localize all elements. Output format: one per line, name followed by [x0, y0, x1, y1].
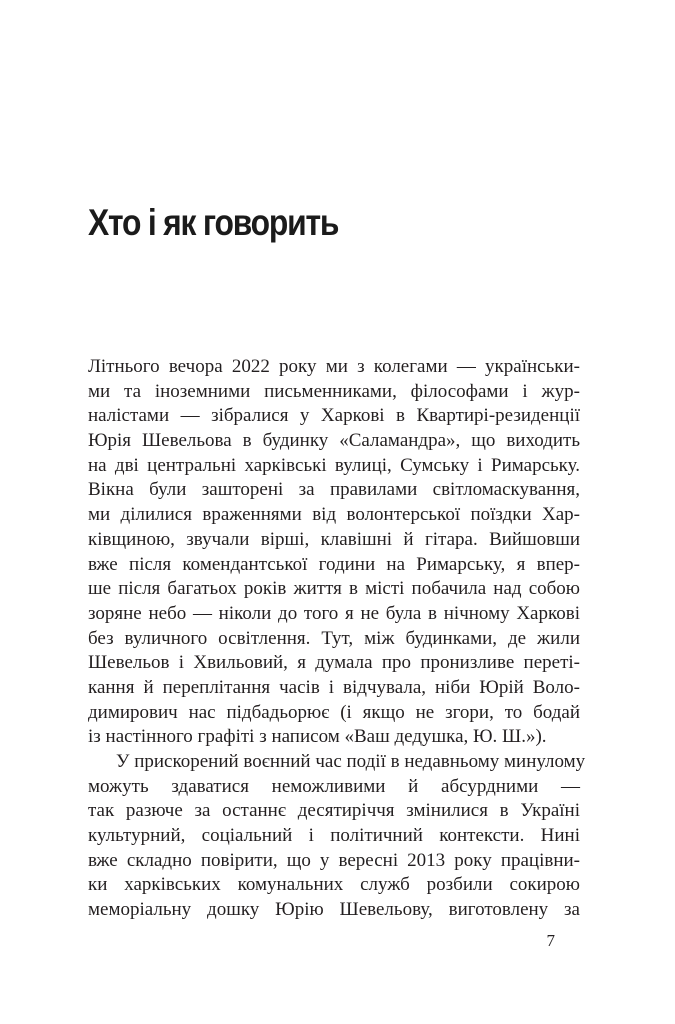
text-line: ми та іноземними письменниками, філософами і жур-: [88, 380, 580, 402]
text-line: Вікна були зашторені за правилами світломаскування,: [88, 479, 580, 501]
paragraph: [88, 750, 586, 923]
text-line: У прискорений воєнний час події в недавньому минулому: [116, 751, 586, 772]
text-line: кання й переплітання часів і відчувала, ніби Юрій Воло-: [88, 676, 580, 698]
text-line: ше після багатьох років життя в місті побачила над собою: [88, 578, 580, 600]
text-line: можуть здаватися неможливими й абсурдними —: [88, 775, 580, 797]
text-line: ми ділилися враженнями від волонтерської поїздки Хар-: [88, 504, 580, 526]
text-line: Юрія Шевельова в будинку «Саламандра», що виходить: [88, 430, 580, 452]
text-line: зоряне небо — ніколи до того я не була в нічному Харкові: [88, 602, 580, 624]
text-line: культурний, соціальний і політичний контексти. Нині: [88, 825, 580, 847]
text-line: налістами — зібралися у Харкові в Квартирі-резиденції: [88, 405, 580, 427]
paragraph: [88, 355, 580, 750]
text-line: димирович нас підбадьорює (і якщо не згори, то бодай: [88, 701, 580, 723]
text-line: Шевельов і Хвильовий, я думала про пронизливе переті-: [88, 652, 580, 674]
text-line: ки харківських комунальних служб розбили сокирою: [88, 874, 580, 896]
text-line: ківщиною, звучали вірші, клавішні й гітара. Вийшовши: [88, 528, 580, 550]
page-number: 7: [546, 931, 555, 950]
text-line: без вуличного освітлення. Тут, між будинками, де жили: [88, 627, 580, 649]
text-line: меморіальну дошку Юрію Шевельову, виготовлену за: [88, 899, 580, 921]
text-line: вже складно повірити, що у вересні 2013 року працівни-: [88, 849, 580, 871]
text-line: Літнього вечора 2022 року ми з колегами — українськи-: [88, 356, 580, 377]
body-text: [88, 355, 586, 923]
text-line: із настінного графіті з написом «Ваш дедушка, Ю. Ш.»).: [88, 726, 547, 748]
text-line: так разюче за останнє десятиріччя змінилися в Україні: [88, 800, 580, 822]
chapter-title: Хто і як говорить: [88, 202, 339, 243]
text-line: вже після комендантської години на Римарську, я впер-: [88, 553, 580, 575]
text-line: на дві центральні харківські вулиці, Сумську і Римарську.: [88, 454, 580, 476]
